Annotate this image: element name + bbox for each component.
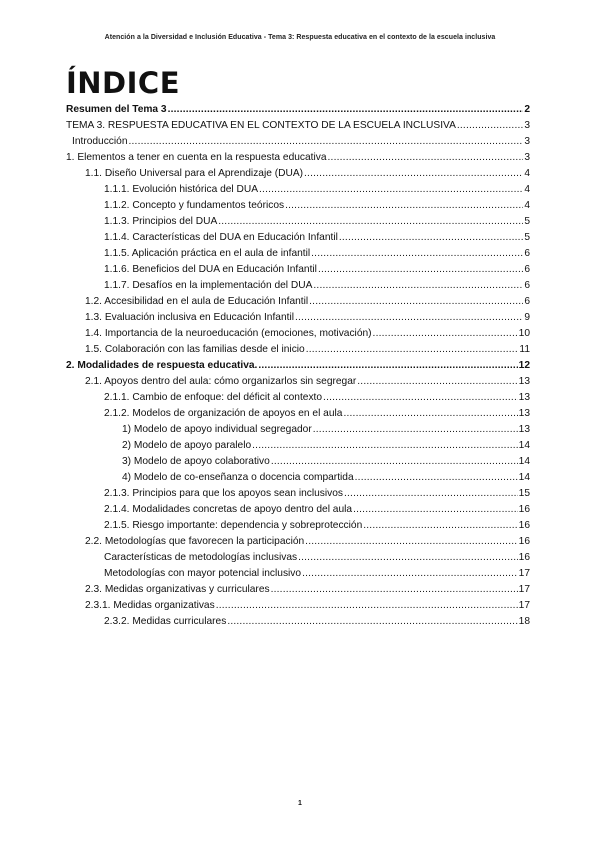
toc-entry-label: 1.4. Importancia de la neuroeducación (emociones, motivación): [85, 328, 372, 339]
table-of-contents: [66, 102, 530, 630]
running-header: Atención a la Diversidad e Inclusión Educativa - Tema 3: Respuesta educativa en el contexto de la escuela inclusiva: [104, 34, 496, 41]
toc-dot-leader: [285, 198, 523, 214]
toc-entry-page: 14: [518, 456, 530, 467]
toc-entry-page: 13: [518, 392, 530, 403]
toc-entry[interactable]: [66, 422, 530, 438]
toc-entry[interactable]: [66, 614, 530, 630]
toc-dot-leader: [298, 550, 518, 566]
toc-entry-page: 2: [524, 104, 530, 115]
toc-entry-page: 6: [524, 280, 530, 291]
toc-entry[interactable]: [66, 486, 530, 502]
toc-dot-leader: [216, 598, 518, 614]
toc-entry-page: 6: [524, 264, 530, 275]
toc-entry-page: 3: [524, 136, 530, 147]
toc-entry-label: 1.1.5. Aplicación práctica en el aula de infantil: [104, 248, 311, 259]
toc-dot-leader: [259, 182, 523, 198]
toc-dot-leader: [218, 214, 523, 230]
toc-dot-leader: [343, 406, 517, 422]
toc-dot-leader: [357, 374, 517, 390]
toc-entry-label: 1) Modelo de apoyo individual segregador: [122, 424, 312, 435]
toc-dot-leader: [373, 326, 518, 342]
toc-entry-page: 16: [518, 520, 530, 531]
toc-entry-label: 2.1.2. Modelos de organización de apoyos en el aula: [104, 408, 343, 419]
toc-entry[interactable]: [66, 150, 530, 166]
toc-entry-label: 2.1.5. Riesgo importante: dependencia y sobreprotección: [104, 520, 363, 531]
toc-entry-label: 2.3. Medidas organizativas y curriculares: [85, 584, 270, 595]
toc-dot-leader: [258, 358, 517, 374]
toc-entry-label: 1.1.7. Desafíos en la implementación del DUA: [104, 280, 313, 291]
toc-entry[interactable]: [66, 390, 530, 406]
toc-entry[interactable]: [66, 118, 530, 134]
toc-dot-leader: [355, 470, 518, 486]
toc-entry-page: 14: [518, 472, 530, 483]
toc-dot-leader: [168, 102, 524, 118]
toc-entry[interactable]: [66, 326, 530, 342]
toc-entry[interactable]: [66, 566, 530, 582]
toc-entry[interactable]: [66, 358, 530, 374]
toc-entry-page: 15: [518, 488, 530, 499]
toc-entry[interactable]: [66, 438, 530, 454]
toc-entry-label: 1.2. Accesibilidad en el aula de Educación Infantil: [85, 296, 309, 307]
toc-entry-page: 9: [524, 312, 530, 323]
toc-entry-label: 2.3.2. Medidas curriculares: [104, 616, 227, 627]
toc-entry-label: 1.1.4. Características del DUA en Educación Infantil: [104, 232, 338, 243]
toc-entry-label: 1.3. Evaluación inclusiva en Educación Infantil: [85, 312, 294, 323]
toc-entry[interactable]: [66, 406, 530, 422]
toc-dot-leader: [363, 518, 517, 534]
toc-entry-page: 5: [524, 216, 530, 227]
toc-entry[interactable]: [66, 470, 530, 486]
toc-entry[interactable]: [66, 582, 530, 598]
toc-dot-leader: [457, 118, 523, 134]
toc-entry-label: 2.1.3. Principios para que los apoyos sean inclusivos: [104, 488, 343, 499]
toc-entry-page: 13: [518, 376, 530, 387]
toc-entry[interactable]: [66, 342, 530, 358]
toc-entry[interactable]: [66, 374, 530, 390]
toc-dot-leader: [309, 294, 523, 310]
toc-dot-leader: [271, 454, 518, 470]
toc-entry-page: 6: [524, 248, 530, 259]
toc-dot-leader: [313, 278, 523, 294]
toc-entry-label: TEMA 3. RESPUESTA EDUCATIVA EN EL CONTEXTO DE LA ESCUELA INCLUSIVA: [66, 120, 456, 131]
toc-entry-page: 10: [518, 328, 530, 339]
toc-entry-label: 1.1. Diseño Universal para el Aprendizaje (DUA): [85, 168, 304, 179]
toc-entry-page: 12: [518, 360, 530, 371]
toc-dot-leader: [252, 438, 518, 454]
toc-entry-label: 1.1.2. Concepto y fundamentos teóricos: [104, 200, 285, 211]
toc-entry-page: 13: [518, 408, 530, 419]
toc-dot-leader: [306, 342, 519, 358]
toc-entry-label: 2.2. Metodologías que favorecen la participación: [85, 536, 305, 547]
toc-entry-label: 2.1.1. Cambio de enfoque: del déficit al contexto: [104, 392, 323, 403]
toc-entry-page: 17: [518, 600, 530, 611]
toc-entry-page: 4: [524, 184, 530, 195]
toc-entry-page: 18: [518, 616, 530, 627]
toc-entry[interactable]: [66, 262, 530, 278]
toc-entry-page: 14: [518, 440, 530, 451]
toc-dot-leader: [323, 390, 518, 406]
toc-entry-page: 17: [518, 568, 530, 579]
page-title: ÍNDICE: [66, 66, 181, 100]
toc-entry-label: 2.1.4. Modalidades concretas de apoyo dentro del aula: [104, 504, 353, 515]
toc-entry[interactable]: [66, 166, 530, 182]
toc-entry-page: 4: [524, 200, 530, 211]
toc-entry[interactable]: [66, 454, 530, 470]
toc-dot-leader: [271, 582, 518, 598]
toc-dot-leader: [339, 230, 523, 246]
toc-entry-label: 1. Elementos a tener en cuenta en la respuesta educativa: [66, 152, 327, 163]
toc-entry[interactable]: [66, 598, 530, 614]
toc-entry-page: 6: [524, 296, 530, 307]
page-number: 1: [298, 800, 302, 807]
toc-entry-label: 1.1.3. Principios del DUA: [104, 216, 218, 227]
toc-dot-leader: [304, 166, 523, 182]
toc-entry-page: 16: [518, 536, 530, 547]
toc-entry[interactable]: [66, 198, 530, 214]
toc-entry-label: 2.1. Apoyos dentro del aula: cómo organizarlos sin segregar: [85, 376, 357, 387]
toc-entry-page: 17: [518, 584, 530, 595]
toc-dot-leader: [353, 502, 518, 518]
toc-entry-label: 1.1.6. Beneficios del DUA en Educación Infantil: [104, 264, 317, 275]
toc-entry-page: 16: [518, 504, 530, 515]
toc-entry[interactable]: [66, 278, 530, 294]
toc-dot-leader: [318, 262, 523, 278]
toc-dot-leader: [227, 614, 517, 630]
toc-entry-label: 2) Modelo de apoyo paralelo: [122, 440, 252, 451]
toc-entry-page: 3: [524, 120, 530, 131]
toc-entry[interactable]: [66, 246, 530, 262]
toc-entry-label: 2.3.1. Medidas organizativas: [85, 600, 215, 611]
toc-entry-page: 16: [518, 552, 530, 563]
toc-dot-leader: [129, 134, 524, 150]
toc-entry-label: 4) Modelo de co-enseñanza o docencia compartida: [122, 472, 354, 483]
toc-dot-leader: [344, 486, 518, 502]
toc-entry[interactable]: [66, 534, 530, 550]
toc-entry-page: 11: [519, 344, 530, 355]
toc-entry-page: 3: [524, 152, 530, 163]
toc-entry-label: 3) Modelo de apoyo colaborativo: [122, 456, 270, 467]
toc-entry-label: Metodologías con mayor potencial inclusivo: [104, 568, 302, 579]
toc-entry-page: 5: [524, 232, 530, 243]
toc-entry[interactable]: [66, 518, 530, 534]
toc-dot-leader: [328, 150, 524, 166]
toc-entry-label: Introducción: [72, 136, 128, 147]
toc-dot-leader: [311, 246, 523, 262]
toc-entry[interactable]: [66, 182, 530, 198]
toc-entry[interactable]: [66, 310, 530, 326]
toc-entry[interactable]: [66, 502, 530, 518]
toc-dot-leader: [313, 422, 518, 438]
toc-entry-label: Características de metodologías inclusivas: [104, 552, 298, 563]
toc-entry-page: 4: [524, 168, 530, 179]
toc-entry-page: 13: [518, 424, 530, 435]
toc-entry[interactable]: [66, 550, 530, 566]
toc-dot-leader: [305, 534, 517, 550]
toc-entry[interactable]: [66, 230, 530, 246]
toc-entry-label: 2. Modalidades de respuesta educativa.: [66, 360, 258, 371]
toc-entry[interactable]: [66, 294, 530, 310]
toc-entry-label: 1.1.1. Evolución histórica del DUA: [104, 184, 259, 195]
toc-dot-leader: [302, 566, 518, 582]
toc-entry-label: 1.5. Colaboración con las familias desde el inicio: [85, 344, 305, 355]
toc-dot-leader: [295, 310, 523, 326]
toc-entry[interactable]: [66, 102, 530, 118]
toc-entry[interactable]: [66, 214, 530, 230]
toc-entry-label: Resumen del Tema 3: [66, 104, 167, 115]
toc-entry[interactable]: [66, 134, 530, 150]
